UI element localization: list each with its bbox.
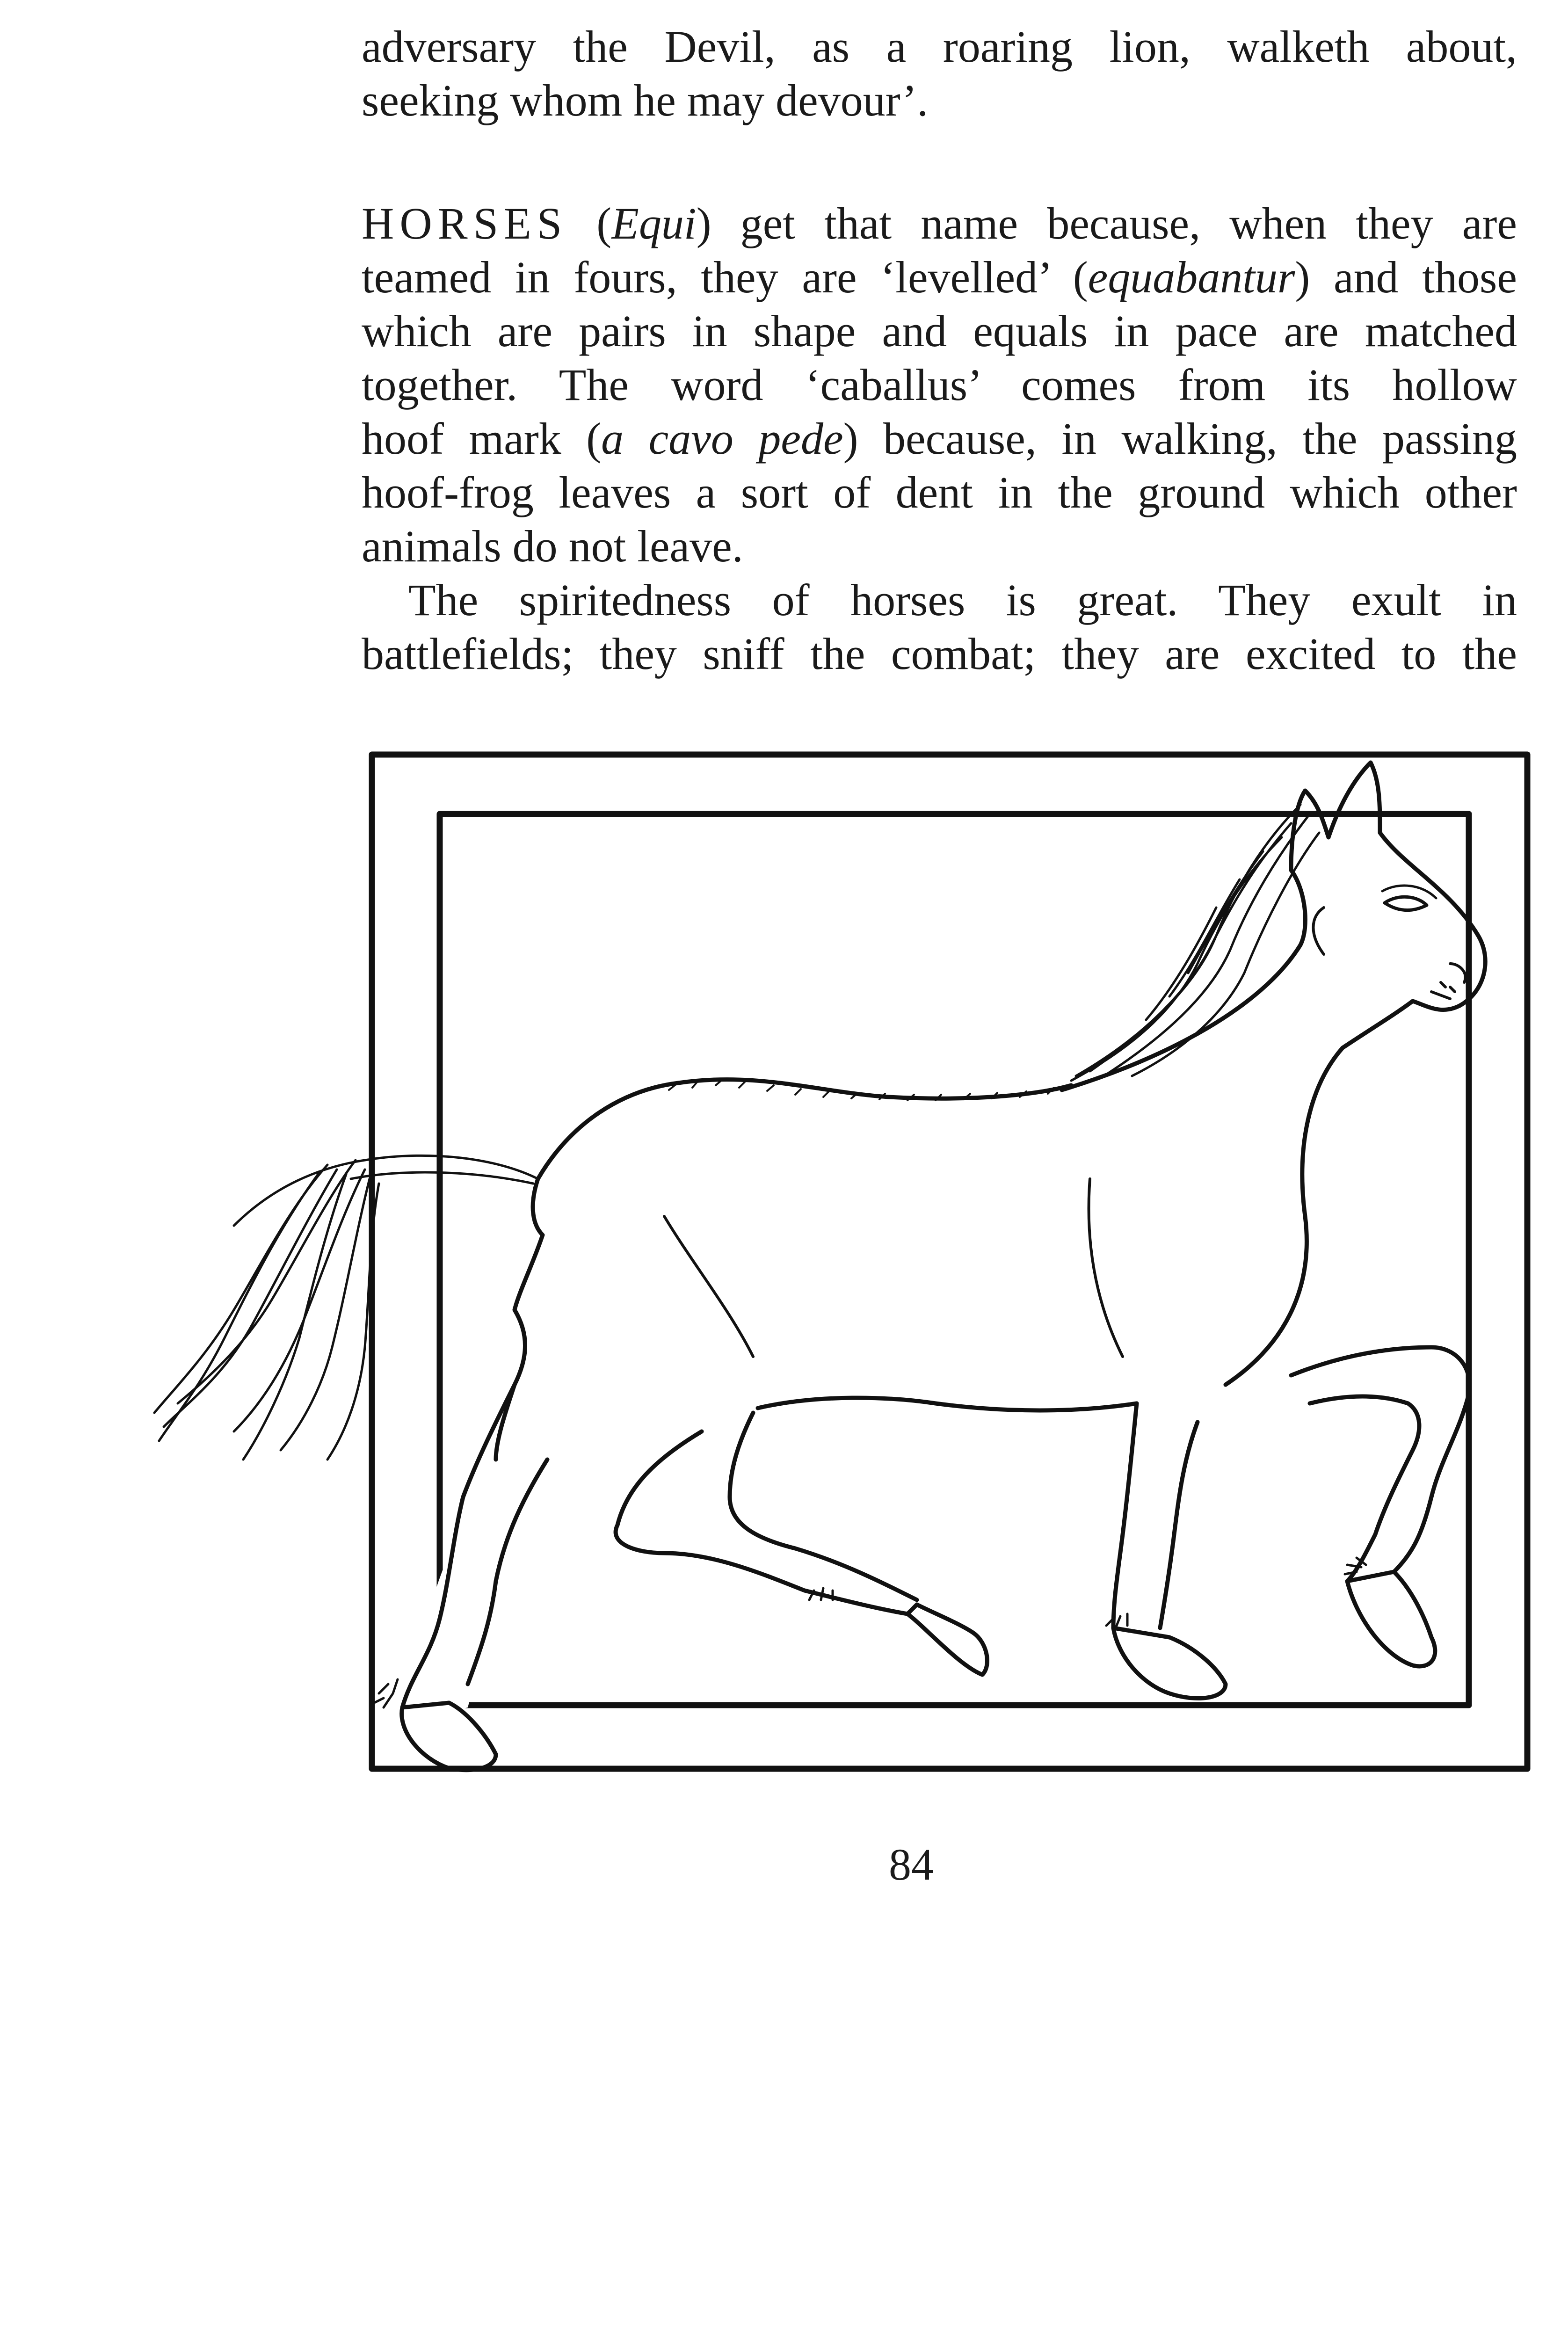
text-line bbox=[362, 73, 1517, 127]
text-run: hoof mark ( bbox=[362, 414, 602, 464]
horse-illustration bbox=[0, 730, 1568, 1852]
horse-mouth bbox=[1431, 964, 1466, 999]
text-run: ( bbox=[567, 198, 612, 248]
text-line bbox=[362, 519, 1517, 573]
text-line bbox=[362, 20, 1517, 73]
text-line bbox=[362, 196, 1517, 250]
latin-term: equabantur bbox=[1088, 252, 1295, 302]
page-number: 84 bbox=[889, 1839, 934, 1889]
text-line bbox=[362, 465, 1517, 519]
horse-eye bbox=[1385, 897, 1427, 910]
section-heading-word: HORSES bbox=[362, 198, 568, 248]
front-leg-raised bbox=[1291, 1347, 1470, 1572]
text-line bbox=[362, 412, 1517, 465]
text-run: adversary the Devil, as a roaring lion, walketh about, bbox=[362, 22, 1517, 72]
horse-tail bbox=[154, 1155, 538, 1460]
paragraph-3 bbox=[362, 573, 1517, 681]
text-line bbox=[362, 627, 1517, 681]
text-run: teamed in fours, they are ‘levelled’ ( bbox=[362, 252, 1088, 302]
hoof bbox=[907, 1605, 987, 1675]
text-run: seeking whom he may devour’. bbox=[362, 75, 929, 125]
latin-term: a cavo pede bbox=[601, 414, 843, 464]
text-run: together. The word ‘caballus’ comes from its hollow bbox=[362, 360, 1517, 410]
text-line bbox=[362, 358, 1517, 412]
latin-term: Equi bbox=[611, 198, 697, 248]
paragraph-1 bbox=[362, 20, 1517, 127]
text-line bbox=[362, 304, 1517, 358]
text-run: animals do not leave. bbox=[362, 521, 743, 571]
text-run: ) and those bbox=[1295, 252, 1517, 302]
hind-leg-front bbox=[616, 1431, 907, 1614]
text-line bbox=[362, 250, 1517, 304]
hoof bbox=[1347, 1572, 1435, 1666]
text-line bbox=[362, 573, 1517, 627]
text-run: which are pairs in shape and equals in pace are matched bbox=[362, 306, 1517, 356]
paragraph-2 bbox=[362, 196, 1517, 573]
text-run: The spiritedness of horses is great. They exult in bbox=[408, 575, 1517, 625]
text-run: hoof-frog leaves a sort of dent in the ground which other bbox=[362, 467, 1517, 517]
text-run: battlefields; they sniff the combat; they are excited to the bbox=[362, 629, 1517, 679]
text-run: ) because, in walking, the passing bbox=[843, 414, 1517, 464]
text-run: ) get that name because, when they are bbox=[696, 198, 1517, 248]
horse-body-fill bbox=[412, 936, 1405, 1722]
